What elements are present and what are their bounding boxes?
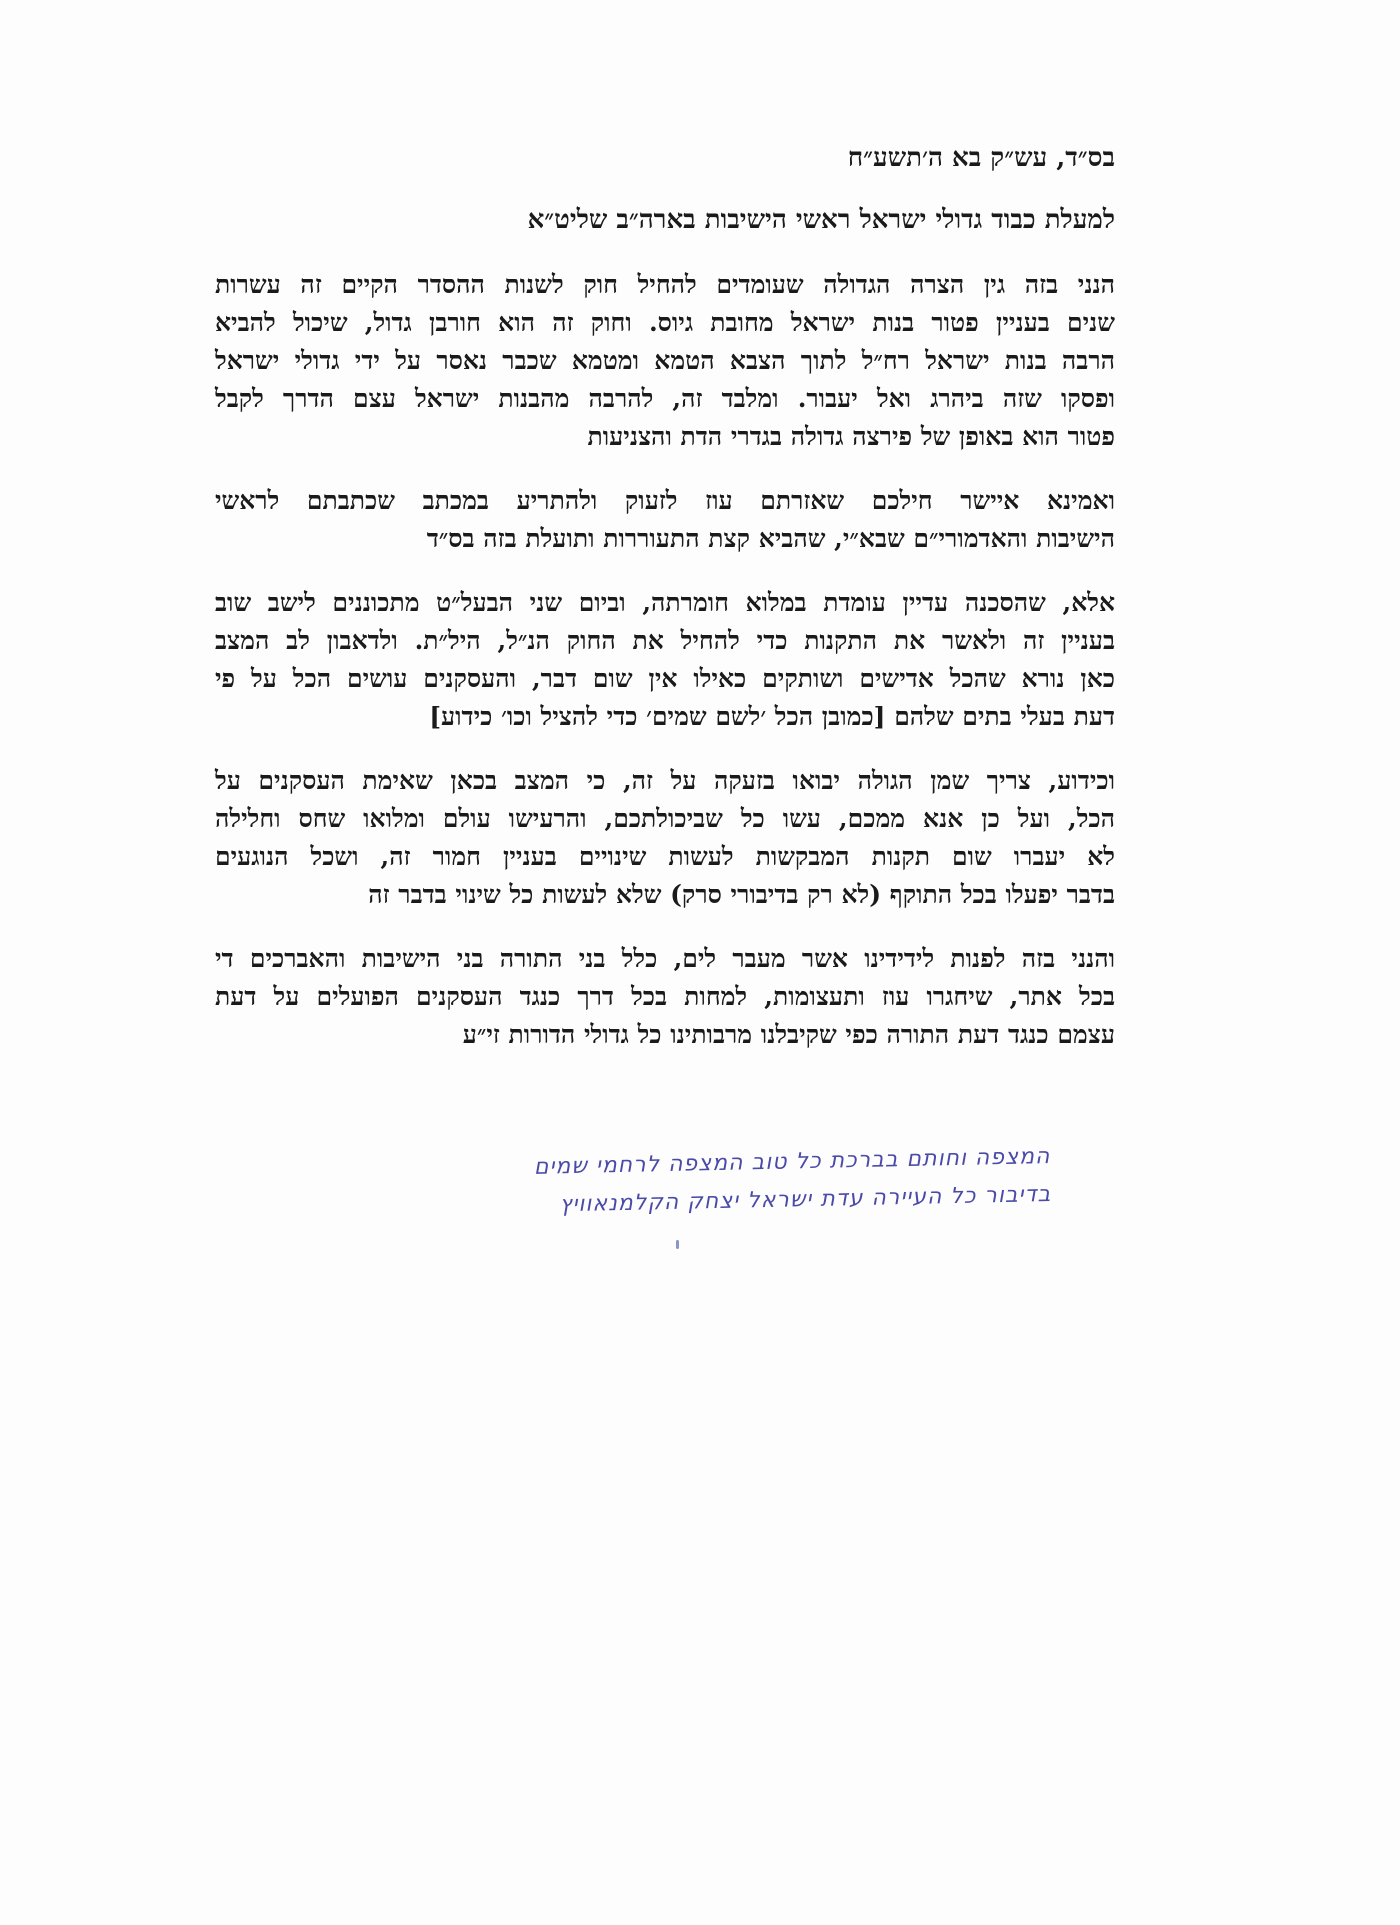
paragraph-line: הנני בזה גין הצרה הגדולה שעומדים להחיל חוק לשנות ההסדר הקיים זה עשרות — [215, 270, 1115, 299]
paragraph-line: לא יעברו שום תקנות המבקשות לעשות שינויים בעניין חמור זה, ושכל הנוגעים — [215, 842, 1115, 871]
ink-mark — [676, 1240, 679, 1249]
paragraph-5 — [215, 940, 1115, 1054]
signature-line-2: בדיבור כל העיירה עדת ישראל יצחק הקלמנאוויץ — [559, 1181, 1052, 1218]
signature-line-1: המצפה וחותם בברכת כל טוב המצפה לרחמי שמים — [533, 1143, 1051, 1180]
handwritten-signature — [490, 1138, 1051, 1226]
paragraph-line: עצמם כנגד דעת התורה כפי שקיבלנו מרבותינו כל גדולי הדורות זי״ע — [462, 1020, 1115, 1049]
paragraph-line: הרבה בנות ישראל רח״ל לתוך הצבא הטמא ומטמא שכבר נאסר על ידי גדולי ישראל — [215, 346, 1115, 375]
paragraph-2 — [215, 482, 1115, 558]
paragraph-1 — [215, 266, 1115, 456]
salutation: למעלת כבוד גדולי ישראל ראשי הישיבות בארה״ב שליט״א — [527, 205, 1115, 235]
paragraph-line: אלא, שהסכנה עדיין עומדת במלוא חומרתה, וביום שני הבעל״ט מתכוננים לישב שוב — [215, 588, 1115, 617]
paragraph-line: ופסקו שזה ביהרג ואל יעבור. ומלבד זה, להרבה מהבנות ישראל עצם הדרך לקבל — [215, 384, 1115, 413]
paragraph-3 — [215, 584, 1115, 736]
paragraph-4 — [215, 762, 1115, 914]
paragraph-line: וכידוע, צריך שמן הגולה יבואו בזעקה על זה, כי המצב בכאן שאימת העסקנים על — [215, 766, 1115, 795]
paragraph-line: הכל, ועל כן אנא ממכם, עשו כל שביכולתכם, והרעישו עולם ומלואו שחס וחלילה — [215, 804, 1115, 833]
paragraph-line: בעניין זה ולאשר את התקנות כדי להחיל את החוק הנ״ל, היל״ת. ולדאבון לב המצב — [215, 626, 1115, 655]
paragraph-line: פטור הוא באופן של פירצה גדולה בגדרי הדת והצניעות — [587, 422, 1115, 451]
paragraph-line: ואמינא איישר חילכם שאזרתם עוז לזעוק ולהתריע במכתב שכתבתם לראשי — [215, 486, 1115, 515]
paragraph-line: דעת בעלי בתים שלהם [כמובן הכל ׳לשם שמים׳ כדי להציל וכו׳ כידוע] — [429, 702, 1115, 731]
paragraph-line: כאן נורא שהכל אדישים ושותקים כאילו אין שום דבר, והעסקנים עושים הכל על פי — [215, 664, 1115, 693]
letter-body — [215, 140, 1115, 1080]
paragraph-line: בדבר יפעלו בכל התוקף (לא רק בדיבורי סרק) שלא לעשות כל שינוי בדבר זה — [368, 880, 1115, 909]
paragraph-line: שנים בעניין פטור בנות ישראל מחובת גיוס. וחוק זה הוא חורבן גדול, שיכול להביא — [215, 308, 1115, 337]
paragraph-line: והנני בזה לפנות לידידינו אשר מעבר לים, כלל בני התורה בני הישיבות והאברכים די — [215, 944, 1115, 973]
dateline: בס״ד, עש״ק בא ה׳תשע״ח — [847, 143, 1115, 173]
paragraph-line: בכל אתר, שיחגרו עוז ותעצומות, למחות בכל דרך כנגד העסקנים הפועלים על דעת — [215, 982, 1115, 1011]
paragraph-line: הישיבות והאדמורי״ם שבא״י, שהביא קצת התעוררות ותועלת בזה בס״ד — [426, 524, 1115, 553]
